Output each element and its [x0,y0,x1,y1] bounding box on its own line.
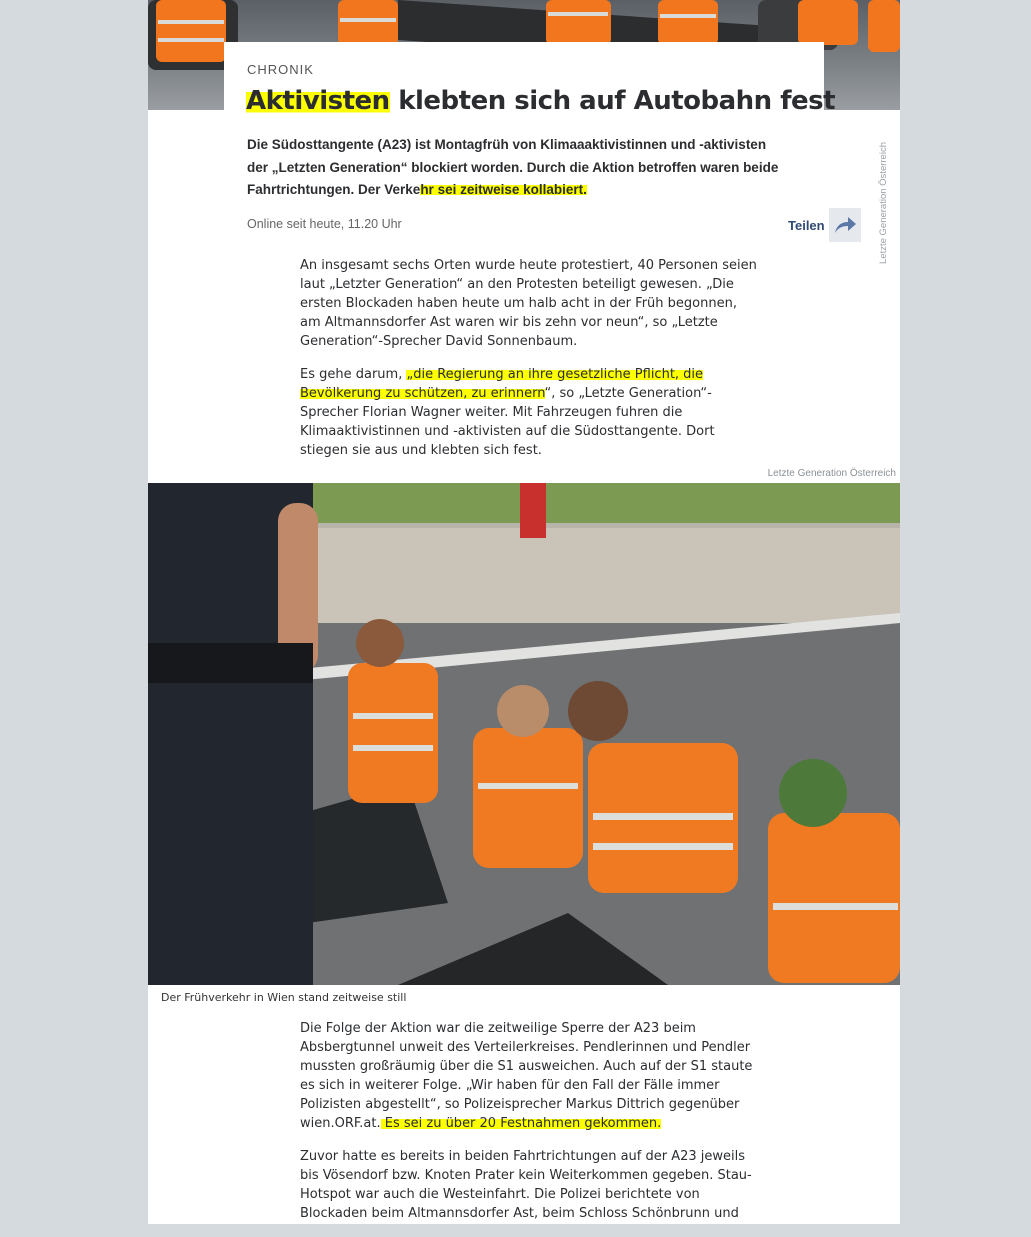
paragraph: Zuvor hatte es bereits in beiden Fahrtrichtungen auf der A23 jeweils bis Vösendorf bzw. Knoten Prater kein Weiterkommen gegeben. Stau-Hotspot war auch die Westeinfahrt. Die Polizei berichtete von Blockaden beim Altmannsdorfer Ast, beim Schloss Schönbrunn und [300,1149,752,1221]
paragraph-text: “, so „Letzte Generation“-Sprecher Florian Wagner weiter. Mit Fahrzeugen fuhren die Klimaaktivistinnen und -aktivisten auf die Südosttangente. Dort stiegen sie aus und klebten sich fest. [300,386,715,458]
share-button[interactable] [788,208,861,242]
article-page [148,0,900,1224]
article-body-top [300,256,760,474]
share-arrow-icon [829,208,861,242]
lead-highlight: hr sei zeitweise kollabiert. [420,182,587,197]
paragraph-text: Es gehe darum, [300,367,407,382]
paragraph-highlight: „die Regierung an ihre gesetzliche Pflicht, die Bevölkerung zu schützen, zu erinnern [300,367,704,401]
category-label[interactable]: CHRONIK [247,62,314,77]
photo-caption: Der Frühverkehr in Wien stand zeitweise still [161,991,407,1004]
headline-highlight: Aktivisten [246,86,390,116]
paragraph-highlight: Es sei zu über 20 Festnahmen gekommen. [380,1116,662,1131]
lead-text: Die Südosttangente (A23) ist Montagfrüh von Klimaaaktivistinnen und -aktivisten der „Letzten Generation“ blockiert worden. Durch die Aktion betroffen waren beide Fahrtrichtungen. Der Verke [247,137,779,197]
photo-credit: Letzte Generation Österreich [767,468,896,479]
paragraph: An insgesamt sechs Orten wurde heute protestiert, 40 Personen seien laut „Letzter Generation“ an den Protesten beteiligt gewesen. „Die ersten Blockaden haben heute um halb acht in der Früh begonnen, am Altmannsdorfer Ast waren wir bis zehn vor neun“, so „Letzte Generation“-Sprecher David Sonnenbaum. [300,258,757,349]
article-lead [247,134,787,202]
article-body-bottom [300,1019,760,1237]
publish-timestamp: Online seit heute, 11.20 Uhr [247,217,402,231]
share-label: Teilen [788,217,825,233]
article-photo [148,483,900,985]
paragraph [300,1019,760,1133]
page-title [246,86,835,116]
article-header [224,42,836,252]
hero-image-credit: Letzte Generation Österreich [878,142,889,264]
headline-text: klebten sich auf Autobahn fest [389,86,836,116]
paragraph-text: Die Folge der Aktion war die zeitweilige Sperre der A23 beim Absbergtunnel unweit des Verteilerkreises. Pendlerinnen und Pendler mussten großräumig über die S1 ausweichen. Auch auf der S1 staute es sich in weiterer Folge. „Wir haben für den Fall der Fälle immer Polizisten abgestellt“, so Polizeisprecher Markus Dittrich gegenüber wien.ORF.at. [300,1021,753,1131]
paragraph [300,365,760,460]
